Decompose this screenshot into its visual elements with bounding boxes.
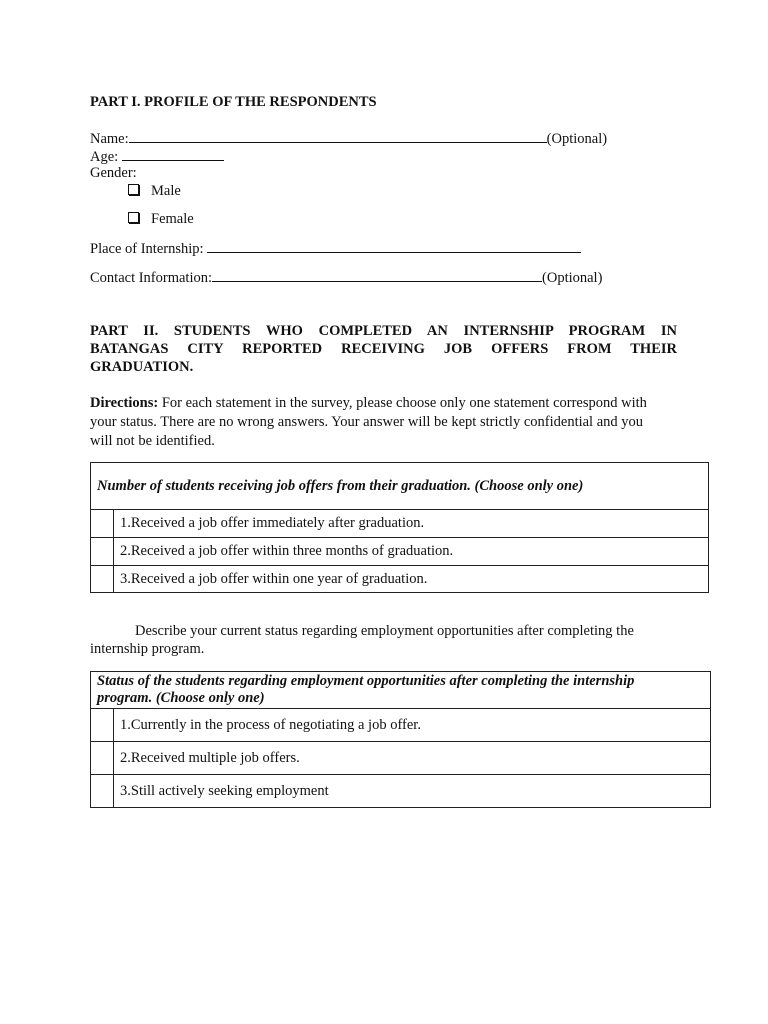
gender-label: Gender: bbox=[90, 165, 137, 181]
table1-option-1: 1.Received a job offer immediately after graduation. bbox=[114, 510, 709, 538]
male-checkbox-icon[interactable] bbox=[128, 184, 139, 195]
table2-option-1: 1.Currently in the process of negotiating a job offer. bbox=[114, 709, 711, 742]
internship-label: Place of Internship: bbox=[90, 241, 204, 257]
directions-line2: your status. There are no wrong answers. Your answer will be kept strictly confidential and you bbox=[90, 414, 644, 430]
describe-line1: Describe your current status regarding employment opportunities after completing the bbox=[135, 623, 634, 639]
table2-header bbox=[91, 672, 711, 709]
internship-row bbox=[90, 239, 581, 258]
table2-header-line1: Status of the students regarding employment opportunities after completing the internship bbox=[97, 673, 635, 689]
table2-choice-cell-1[interactable] bbox=[91, 709, 114, 742]
age-row bbox=[90, 147, 224, 166]
female-checkbox-icon[interactable] bbox=[128, 212, 139, 223]
part2-title-line3: GRADUATION. bbox=[90, 359, 194, 375]
name-line[interactable] bbox=[129, 129, 547, 143]
table1-choice-cell-2[interactable] bbox=[91, 538, 114, 566]
internship-line[interactable] bbox=[207, 239, 581, 253]
table-row bbox=[91, 742, 711, 775]
contact-optional: (Optional) bbox=[542, 270, 603, 286]
gender-option-female[interactable] bbox=[128, 211, 194, 228]
part1-title: PART I. PROFILE OF THE RESPONDENTS bbox=[90, 94, 377, 110]
contact-line[interactable] bbox=[212, 268, 542, 282]
table2-choice-cell-3[interactable] bbox=[91, 775, 114, 808]
contact-row bbox=[90, 268, 602, 287]
directions-text1: For each statement in the survey, please choose only one statement correspond with bbox=[161, 395, 647, 411]
directions-line1 bbox=[90, 395, 647, 412]
table2-header-line2: program. (Choose only one) bbox=[97, 690, 265, 706]
table2-choice-cell-2[interactable] bbox=[91, 742, 114, 775]
table-row bbox=[91, 510, 709, 538]
table1-header: Number of students receiving job offers from their graduation. (Choose only one) bbox=[91, 463, 709, 510]
table1-choice-cell-1[interactable] bbox=[91, 510, 114, 538]
table-row bbox=[91, 709, 711, 742]
name-optional: (Optional) bbox=[546, 131, 608, 147]
part2-title-line2: BATANGAS CITY REPORTED RECEIVING JOB OFFERS FROM THEIR bbox=[90, 341, 677, 357]
table-row bbox=[91, 566, 709, 593]
age-line[interactable] bbox=[122, 147, 224, 161]
male-label: Male bbox=[151, 183, 181, 199]
table-row bbox=[91, 775, 711, 808]
table2-option-2: 2.Received multiple job offers. bbox=[114, 742, 711, 775]
table-row bbox=[91, 538, 709, 566]
part2-title-line1: PART II. STUDENTS WHO COMPLETED AN INTERNSHIP PROGRAM IN bbox=[90, 323, 677, 339]
contact-label: Contact Information: bbox=[90, 270, 213, 286]
table1-option-3: 3.Received a job offer within one year of graduation. bbox=[114, 566, 709, 593]
table1-choice-cell-3[interactable] bbox=[91, 566, 114, 593]
female-label: Female bbox=[151, 211, 194, 227]
table1-option-2: 2.Received a job offer within three months of graduation. bbox=[114, 538, 709, 566]
describe-line2: internship program. bbox=[90, 641, 205, 657]
employment-status-table bbox=[90, 671, 711, 808]
age-label: Age: bbox=[90, 149, 119, 165]
job-offers-table bbox=[90, 462, 709, 593]
gender-option-male[interactable] bbox=[128, 183, 181, 200]
name-row bbox=[90, 129, 607, 148]
directions-label: Directions: bbox=[90, 395, 159, 411]
directions-line3: will not be identified. bbox=[90, 433, 215, 449]
table2-option-3: 3.Still actively seeking employment bbox=[114, 775, 711, 808]
name-label: Name: bbox=[90, 131, 129, 147]
